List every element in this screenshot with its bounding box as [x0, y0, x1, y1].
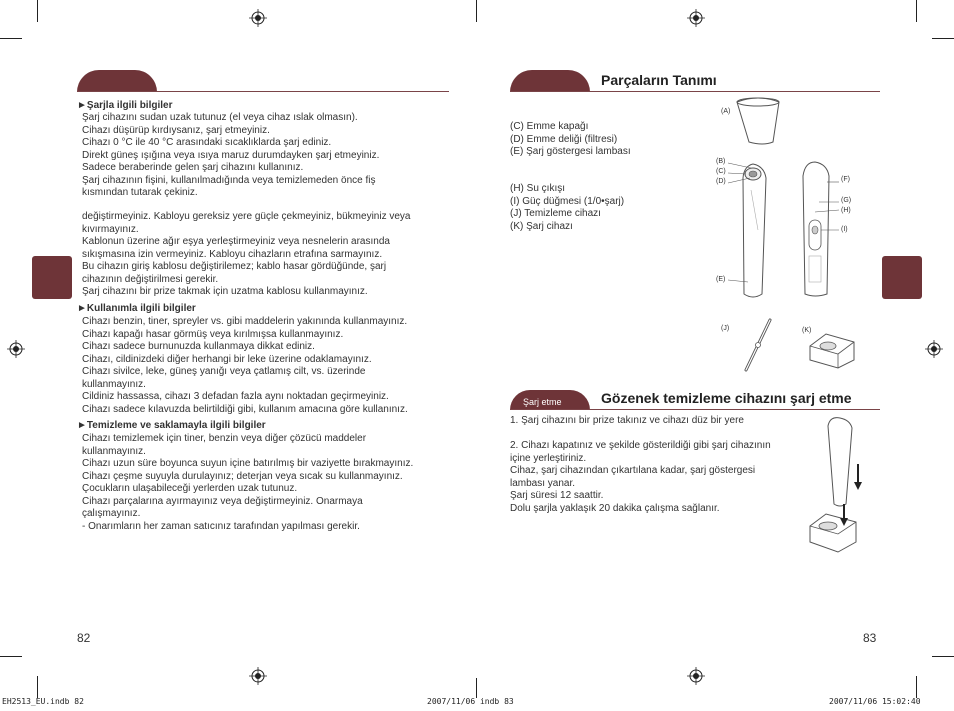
- page-number: 82: [77, 631, 91, 645]
- charge-heading: Gözenek temizleme cihazını şarj etme: [601, 390, 852, 406]
- header-tab: [77, 70, 157, 92]
- footer-file-info: EH2513_EU.indb 82: [2, 697, 84, 706]
- label-K: (K): [802, 327, 812, 334]
- label-A: (A): [721, 108, 731, 115]
- label-G: (G): [841, 197, 852, 204]
- registration-mark-icon: [7, 340, 25, 358]
- charging-illustration: [806, 412, 862, 556]
- section-title: ►Kullanımla ilgili bilgiler: [77, 303, 196, 314]
- label-J: (J): [721, 325, 730, 332]
- device-side-illustration: [797, 160, 841, 300]
- label-E: (E): [716, 276, 726, 283]
- charge-badge: Şarj etme: [523, 397, 562, 407]
- registration-mark-icon: [925, 340, 943, 358]
- side-tab: [32, 256, 72, 299]
- header-rule: [77, 91, 449, 92]
- label-leader-lines: [726, 160, 756, 290]
- label-C: (C): [716, 168, 726, 175]
- side-tab: [882, 256, 922, 299]
- page-title: Parçaların Tanımı: [601, 72, 717, 88]
- page-number: 83: [863, 631, 877, 645]
- charge-rule: [510, 409, 880, 410]
- label-F: (F): [841, 176, 850, 183]
- footer-date-mid: 2007/11/06 indb 83: [427, 697, 514, 706]
- footer-date-right: 2007/11/06 15:02:40: [829, 697, 921, 706]
- registration-mark-icon: [687, 9, 705, 27]
- registration-mark-icon: [687, 667, 705, 685]
- label-B: (B): [716, 158, 726, 165]
- registration-mark-icon: [249, 667, 267, 685]
- suction-cap-illustration: [733, 96, 783, 148]
- label-I: (I): [841, 226, 848, 233]
- label-D: (D): [716, 178, 726, 185]
- section-title: ►Temizleme ve saklamayla ilgili bilgiler: [77, 420, 266, 431]
- section-title: ►Şarjla ilgili bilgiler: [77, 100, 173, 111]
- header-rule: [510, 91, 880, 92]
- cleaning-tool-illustration: [740, 318, 776, 374]
- header-tab: [510, 70, 590, 92]
- label-H: (H): [841, 207, 851, 214]
- charger-illustration: [806, 330, 858, 370]
- registration-mark-icon: [249, 9, 267, 27]
